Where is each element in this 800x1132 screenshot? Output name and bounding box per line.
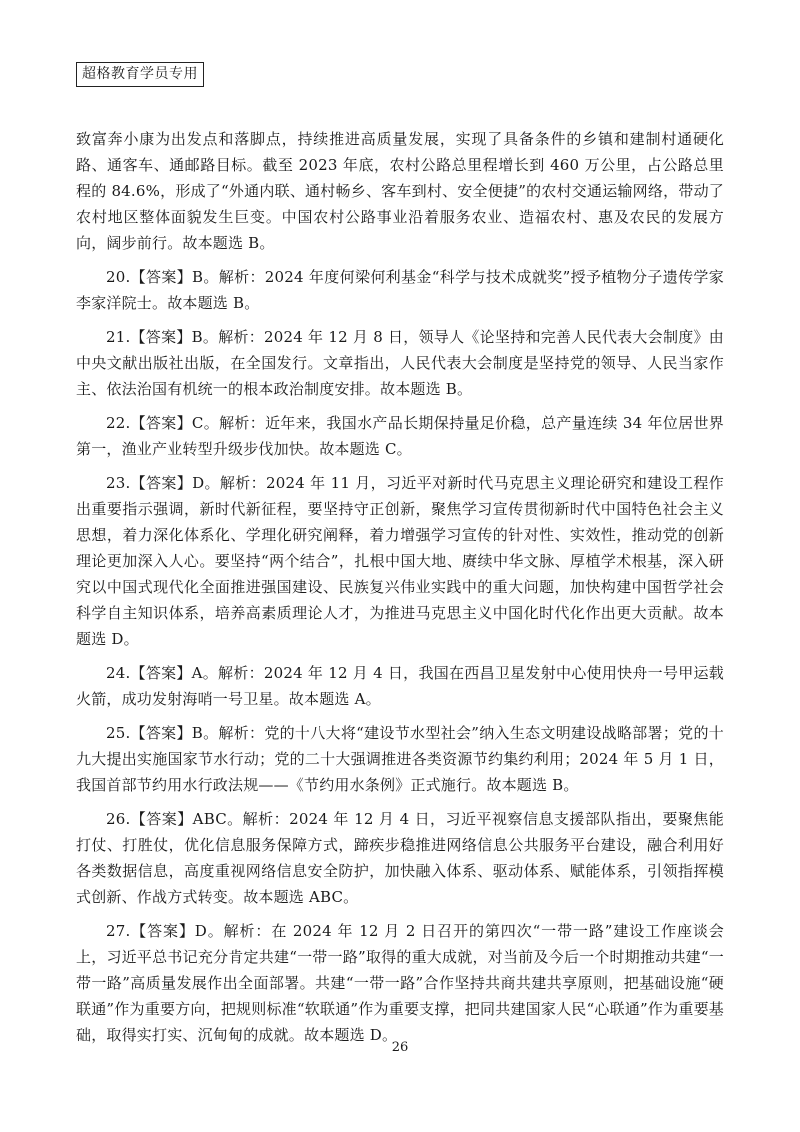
page-number: 26: [391, 1040, 409, 1055]
header-tag: 超格教育学员专用: [76, 62, 204, 87]
answer-21: 21.【答案】B。解析：2024 年 12 月 8 日，领导人《论坚持和完善人民代表大会制度》由中央文献出版社出版，在全国发行。文章指出，人民代表大会制度是坚持党的领导、人民当家作主、依法治国有机统一的根本政治制度安排。故本题选 B。: [76, 328, 724, 398]
answer-25: 25.【答案】B。解析：党的十八大将“建设节水型社会”纳入生态文明建设战略部署；党的十九大提出实施国家节水行动；党的二十大强调推进各类资源节约集约利用；2024 年 5 月 1 日，我国首部节约用水行政法规——《节约用水条例》正式施行。故本题选 B。: [76, 724, 724, 794]
answer-26: 26.【答案】ABC。解析：2024 年 12 月 4 日，习近平视察信息支援部队指出，要聚焦能打仗、打胜仗，优化信息服务保障方式，蹄疾步稳推进网络信息公共服务平台建设，融合利用好各类数据信息，高度重视网络信息安全防护，加快融入体系、驱动体系、赋能体系，引领指挥模式创新、作战方式转变。故本题选 ABC。: [76, 810, 724, 906]
answer-23: 23.【答案】D。解析：2024 年 11 月，习近平对新时代马克思主义理论研究和建设工程作出重要指示强调，新时代新征程，要坚持守正创新，聚焦学习宣传贯彻新时代中国特色社会主义思想，着力深化体系化、学理化研究阐释，着力增强学习宣传的针对性、实效性，推动党的创新理论更加深入人心。要坚持“两个结合”，扎根中国大地、赓续中华文脉、厚植学术根基，深入研究以中国式现代化全面推进强国建设、民族复兴伟业实践中的重大问题，加快构建中国哲学社会科学自主知识体系，培养高素质理论人才，为推进马克思主义中国化时代化作出更大贡献。故本题选 D。: [76, 474, 724, 648]
answer-27: 27.【答案】D。解析：在 2024 年 12 月 2 日召开的第四次“一带一路”建设工作座谈会上，习近平总书记充分肯定共建“一带一路”取得的重大成就，对当前及今后一个时期推动共建“一带一路”高质量发展作出全面部署。共建“一带一路”合作坚持共商共建共享原则，把基础设施“硬联通”作为重要方向，把规则标准“软联通”作为重要支撑，把同共建国家人民“心联通”作为重要基础，取得实打实、沉甸甸的成就。故本题选 D。: [76, 922, 724, 1044]
answer-22: 22.【答案】C。解析：近年来，我国水产品长期保持量足价稳，总产量连续 34 年位居世界第一，渔业产业转型升级步伐加快。故本题选 C。: [76, 414, 724, 458]
answer-20: 20.【答案】B。解析：2024 年度何梁何利基金“科学与技术成就奖”授予植物分子遗传学家李家洋院士。故本题选 B。: [76, 268, 724, 312]
answer-24: 24.【答案】A。解析：2024 年 12 月 4 日，我国在西昌卫星发射中心使用快舟一号甲运载火箭，成功发射海哨一号卫星。故本题选 A。: [76, 664, 724, 708]
document-body: [76, 126, 724, 1056]
paragraph-continuation: 致富奔小康为出发点和落脚点，持续推进高质量发展，实现了具备条件的乡镇和建制村通硬化路、通客车、通邮路目标。截至 2023 年底，农村公路总里程增长到 460 万公里，占公路总里程的 84.6%，形成了“外通内联、通村畅乡、客车到村、安全便捷”的农村交通运输网络，带动了农村地区整体面貌发生巨变。中国农村公路事业沿着服务农业、造福农村、惠及农民的发展方向，阔步前行。故本题选 B。: [76, 130, 724, 252]
